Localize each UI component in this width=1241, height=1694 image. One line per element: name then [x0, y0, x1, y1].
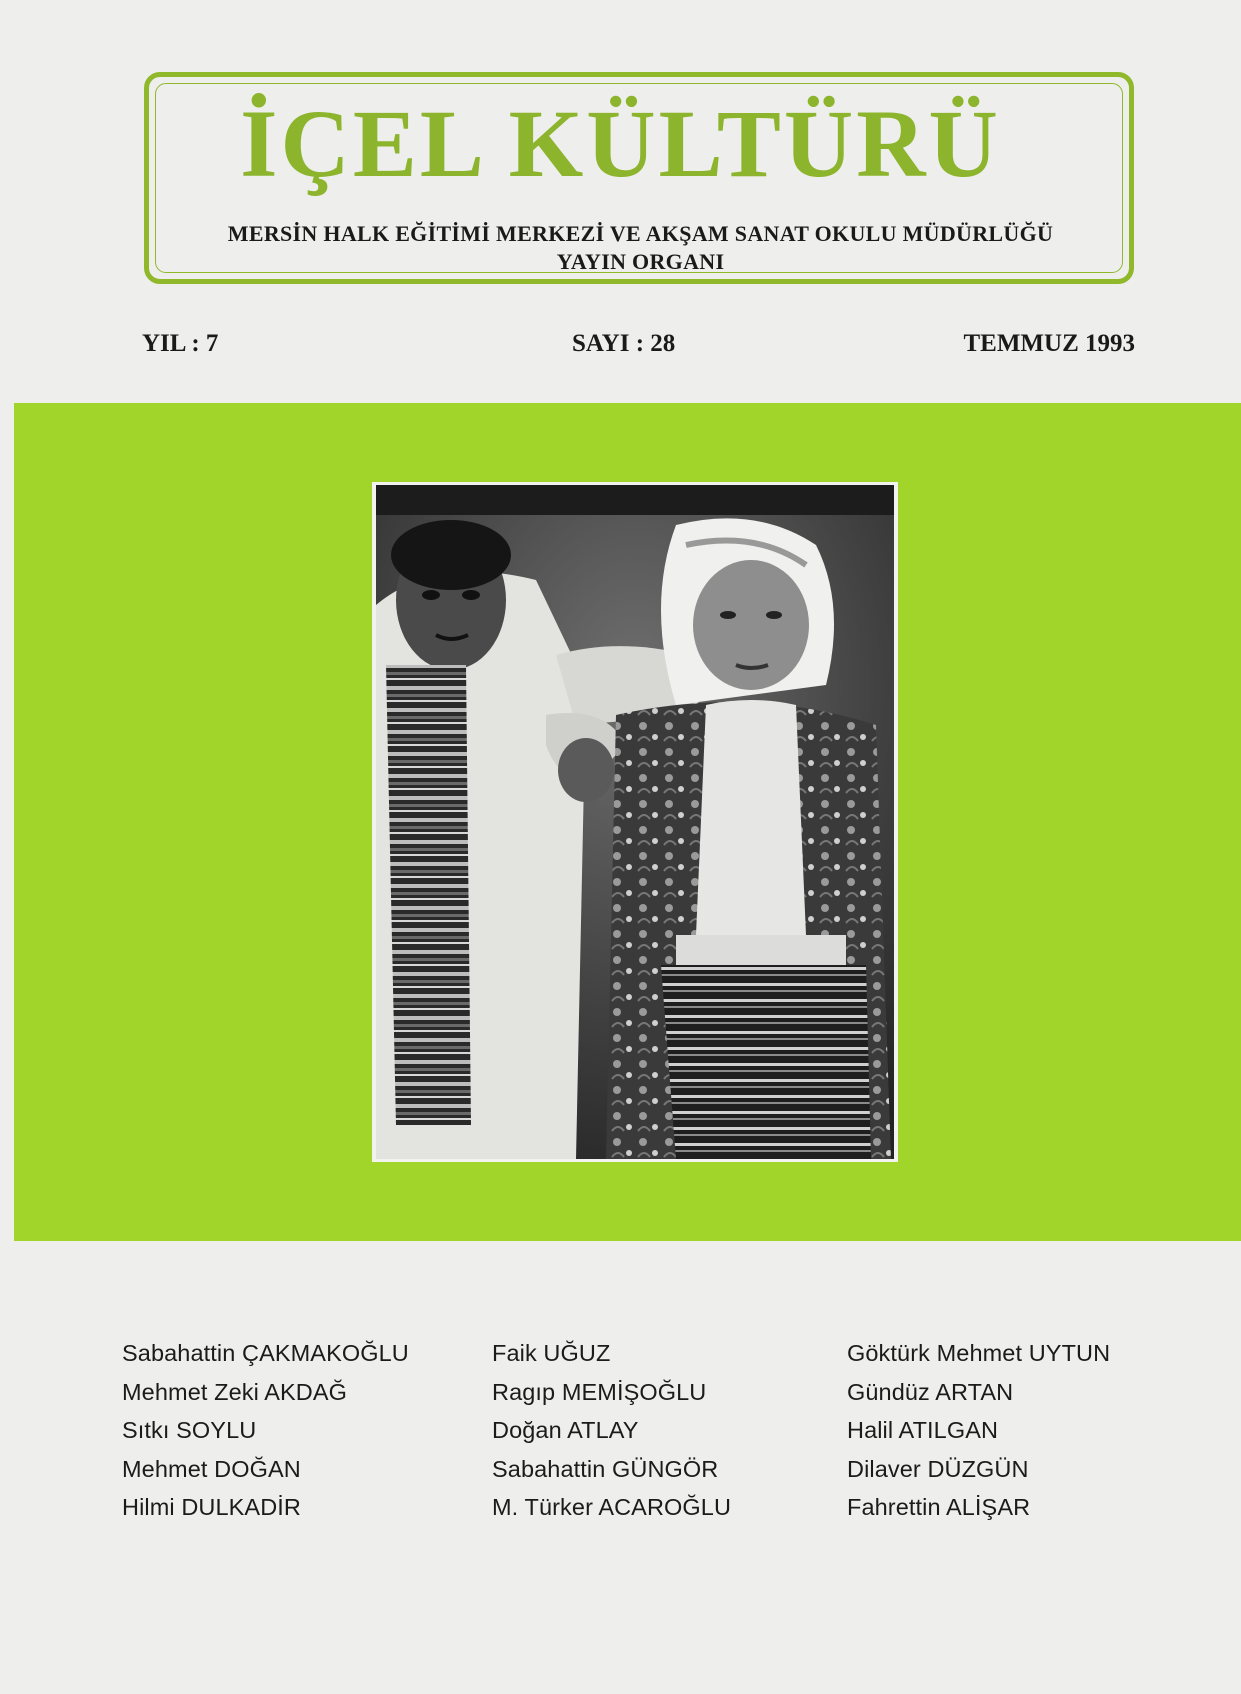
publisher-subtitle: [150, 220, 1131, 275]
author-name: Mehmet DOĞAN: [122, 1455, 301, 1482]
author-name: Ragıp MEMİŞOĞLU: [492, 1378, 707, 1405]
author-name: Mehmet Zeki AKDAĞ: [122, 1378, 348, 1405]
author-name: Dilaver DÜZGÜN: [847, 1455, 1029, 1482]
author-name: Sabahattin ÇAKMAKOĞLU: [122, 1340, 409, 1366]
author-name: Gündüz ARTAN: [847, 1378, 1014, 1405]
cover-photo-frame: [372, 482, 898, 1162]
author-column-3: [847, 1334, 1110, 1527]
author-name: M. Türker ACAROĞLU: [492, 1494, 732, 1520]
author-name: Halil ATILGAN: [847, 1417, 999, 1443]
author-name: Doğan ATLAY: [492, 1417, 639, 1443]
couple-photo-illustration: [376, 485, 894, 1159]
author-name: Sabahattin GÜNGÖR: [492, 1455, 719, 1482]
author-column-1: [122, 1334, 409, 1527]
cover-photo: [376, 485, 894, 1159]
issue-year: YIL : 7: [142, 330, 219, 357]
subtitle-line-2: YAYIN ORGANI: [556, 248, 725, 274]
author-column-2: [492, 1334, 731, 1527]
author-name: Faik UĞUZ: [492, 1340, 611, 1366]
author-name: Göktürk Mehmet UYTUN: [847, 1340, 1111, 1366]
magazine-title: İÇEL KÜLTÜRÜ: [240, 90, 1001, 197]
subtitle-line-1: MERSİN HALK EĞİTİMİ MERKEZİ VE AKŞAM SANAT OKULU MÜDÜRLÜĞÜ: [227, 221, 1054, 246]
issue-date: TEMMUZ 1993: [963, 330, 1135, 357]
issue-number: SAYI : 28: [572, 330, 676, 357]
author-name: Hilmi DULKADİR: [122, 1494, 301, 1520]
author-name: Fahrettin ALİŞAR: [847, 1494, 1031, 1520]
author-name: Sıtkı SOYLU: [122, 1417, 257, 1443]
